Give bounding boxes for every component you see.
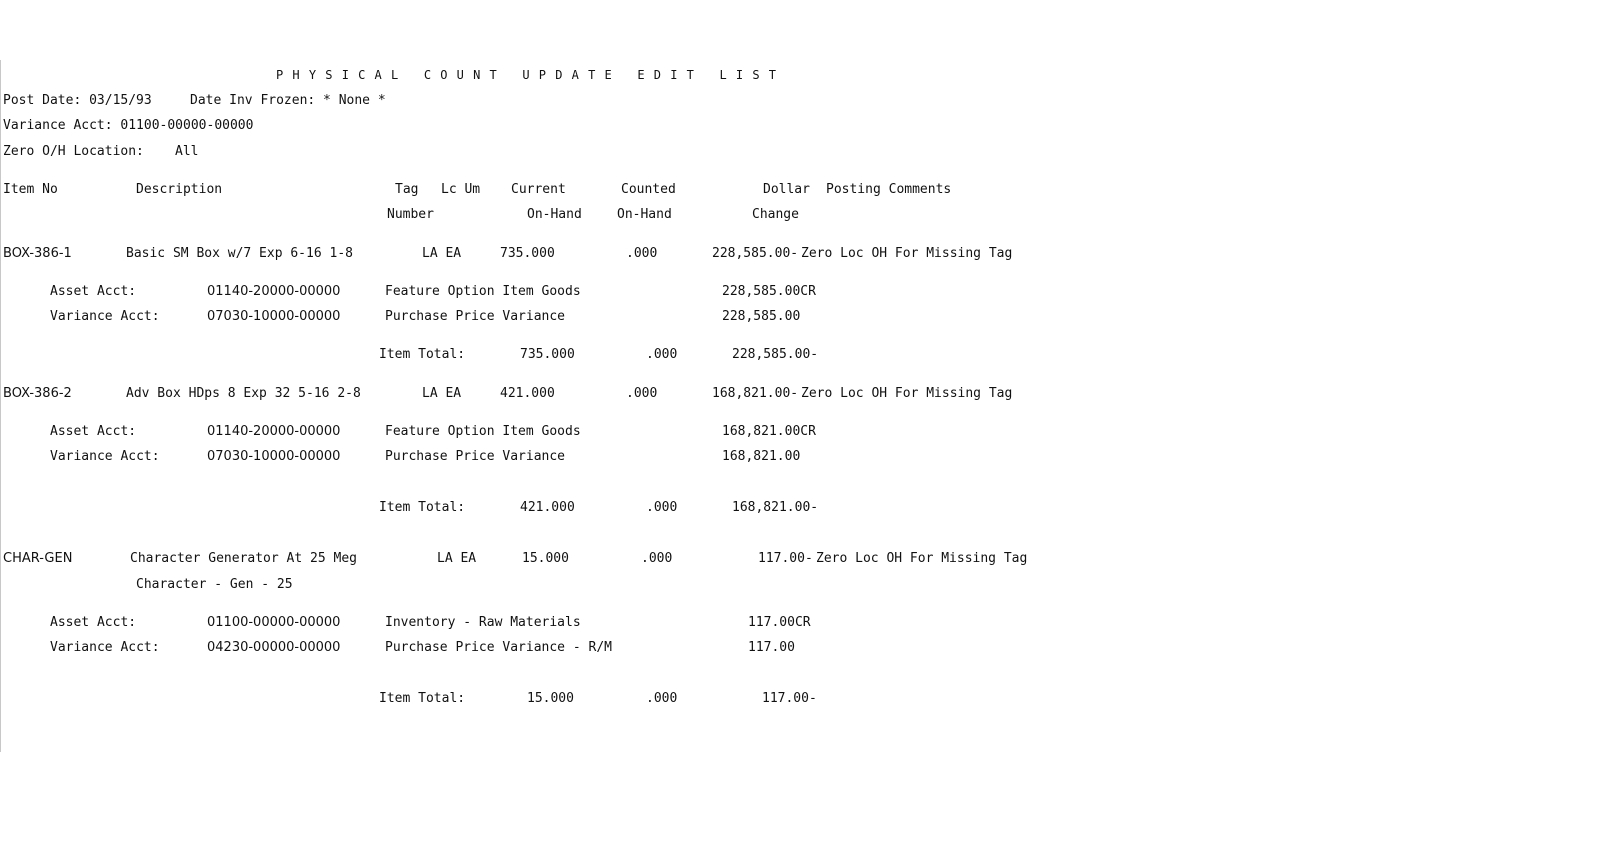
item-comment: Zero Loc OH For Missing Tag [801, 246, 1013, 261]
item-no: BOX-386-1 [3, 246, 72, 261]
item-total-label: Item Total: [379, 500, 466, 515]
col-dollar: Dollar [763, 182, 810, 197]
post-date: Post Date: 03/15/93 [3, 93, 152, 108]
item-lc-um: LA EA [422, 246, 462, 261]
zero-oh-location-label: Zero O/H Location: [3, 144, 144, 159]
item-total-label: Item Total: [379, 691, 466, 706]
item-total-current: 421.000 [520, 500, 575, 515]
col-item-no: Item No [3, 182, 58, 197]
item-comment: Zero Loc OH For Missing Tag [801, 386, 1013, 401]
variance-acct-desc: Purchase Price Variance [385, 449, 566, 464]
asset-acct-number: 01100-00000-00000 [207, 615, 341, 630]
item-counted: .000 [641, 551, 673, 566]
item-no: CHAR-GEN [3, 551, 73, 566]
item-comment: Zero Loc OH For Missing Tag [816, 551, 1028, 566]
item-total-dollar: 117.00- [762, 691, 817, 706]
variance-acct-number: 04230-00000-00000 [207, 640, 341, 655]
variance-acct-desc: Purchase Price Variance [385, 309, 566, 324]
item-lc-um: LA EA [422, 386, 462, 401]
item-total-counted: .000 [646, 347, 678, 362]
item-total-counted: .000 [646, 500, 678, 515]
variance-acct-desc: Purchase Price Variance - R/M [385, 640, 612, 655]
report-title: PHYSICAL COUNT UPDATE EDIT LIST [276, 68, 786, 82]
variance-acct-label: Variance Acct: [50, 640, 160, 655]
item-description: Character Generator At 25 Meg [130, 551, 357, 566]
variance-acct-number: 07030-10000-00000 [207, 449, 341, 464]
item-counted: .000 [626, 386, 658, 401]
item-description-line-2: Character - Gen - 25 [136, 577, 293, 592]
col-current-onhand: On-Hand [527, 207, 582, 222]
zero-oh-location-value: All [175, 144, 199, 159]
col-current: Current [511, 182, 566, 197]
item-no: BOX-386-2 [3, 386, 72, 401]
item-description: Basic SM Box w/7 Exp 6-16 1-8 [126, 246, 353, 261]
item-counted: .000 [626, 246, 658, 261]
item-current: 421.000 [500, 386, 555, 401]
asset-acct-amount: 228,585.00CR [722, 284, 816, 299]
asset-acct-desc: Feature Option Item Goods [385, 284, 581, 299]
date-inv-frozen: Date Inv Frozen: * None * [190, 93, 386, 108]
variance-acct-amount: 228,585.00 [722, 309, 801, 324]
col-counted: Counted [621, 182, 676, 197]
item-total-current: 15.000 [527, 691, 574, 706]
item-total-dollar: 228,585.00- [732, 347, 819, 362]
asset-acct-label: Asset Acct: [50, 284, 137, 299]
variance-acct-amount: 117.00 [748, 640, 795, 655]
variance-acct-label: Variance Acct: [50, 309, 160, 324]
item-dollar: 168,821.00- [712, 386, 799, 401]
variance-acct-label: Variance Acct: [50, 449, 160, 464]
asset-acct-amount: 117.00CR [748, 615, 811, 630]
asset-acct-number: 01140-20000-00000 [207, 424, 341, 439]
item-dollar: 117.00- [758, 551, 813, 566]
col-dollar-change: Change [752, 207, 799, 222]
item-lc-um: LA EA [437, 551, 477, 566]
variance-acct-number: 07030-10000-00000 [207, 309, 341, 324]
asset-acct-desc: Feature Option Item Goods [385, 424, 581, 439]
item-total-current: 735.000 [520, 347, 575, 362]
asset-acct-label: Asset Acct: [50, 424, 137, 439]
item-total-counted: .000 [646, 691, 678, 706]
col-tag-number: Number [387, 207, 434, 222]
asset-acct-label: Asset Acct: [50, 615, 137, 630]
item-current: 735.000 [500, 246, 555, 261]
col-tag: Tag [395, 182, 419, 197]
item-total-label: Item Total: [379, 347, 466, 362]
item-description: Adv Box HDps 8 Exp 32 5-16 2-8 [126, 386, 361, 401]
item-current: 15.000 [522, 551, 569, 566]
page-left-border [0, 60, 1, 752]
item-dollar: 228,585.00- [712, 246, 799, 261]
asset-acct-number: 01140-20000-00000 [207, 284, 341, 299]
col-posting-comments: Posting Comments [826, 182, 952, 197]
variance-acct-amount: 168,821.00 [722, 449, 801, 464]
asset-acct-amount: 168,821.00CR [722, 424, 816, 439]
col-lc-um: Lc Um [441, 182, 481, 197]
variance-acct-header: Variance Acct: 01100-00000-00000 [3, 118, 254, 133]
asset-acct-desc: Inventory - Raw Materials [385, 615, 581, 630]
col-description: Description [136, 182, 223, 197]
col-counted-onhand: On-Hand [617, 207, 672, 222]
item-total-dollar: 168,821.00- [732, 500, 819, 515]
